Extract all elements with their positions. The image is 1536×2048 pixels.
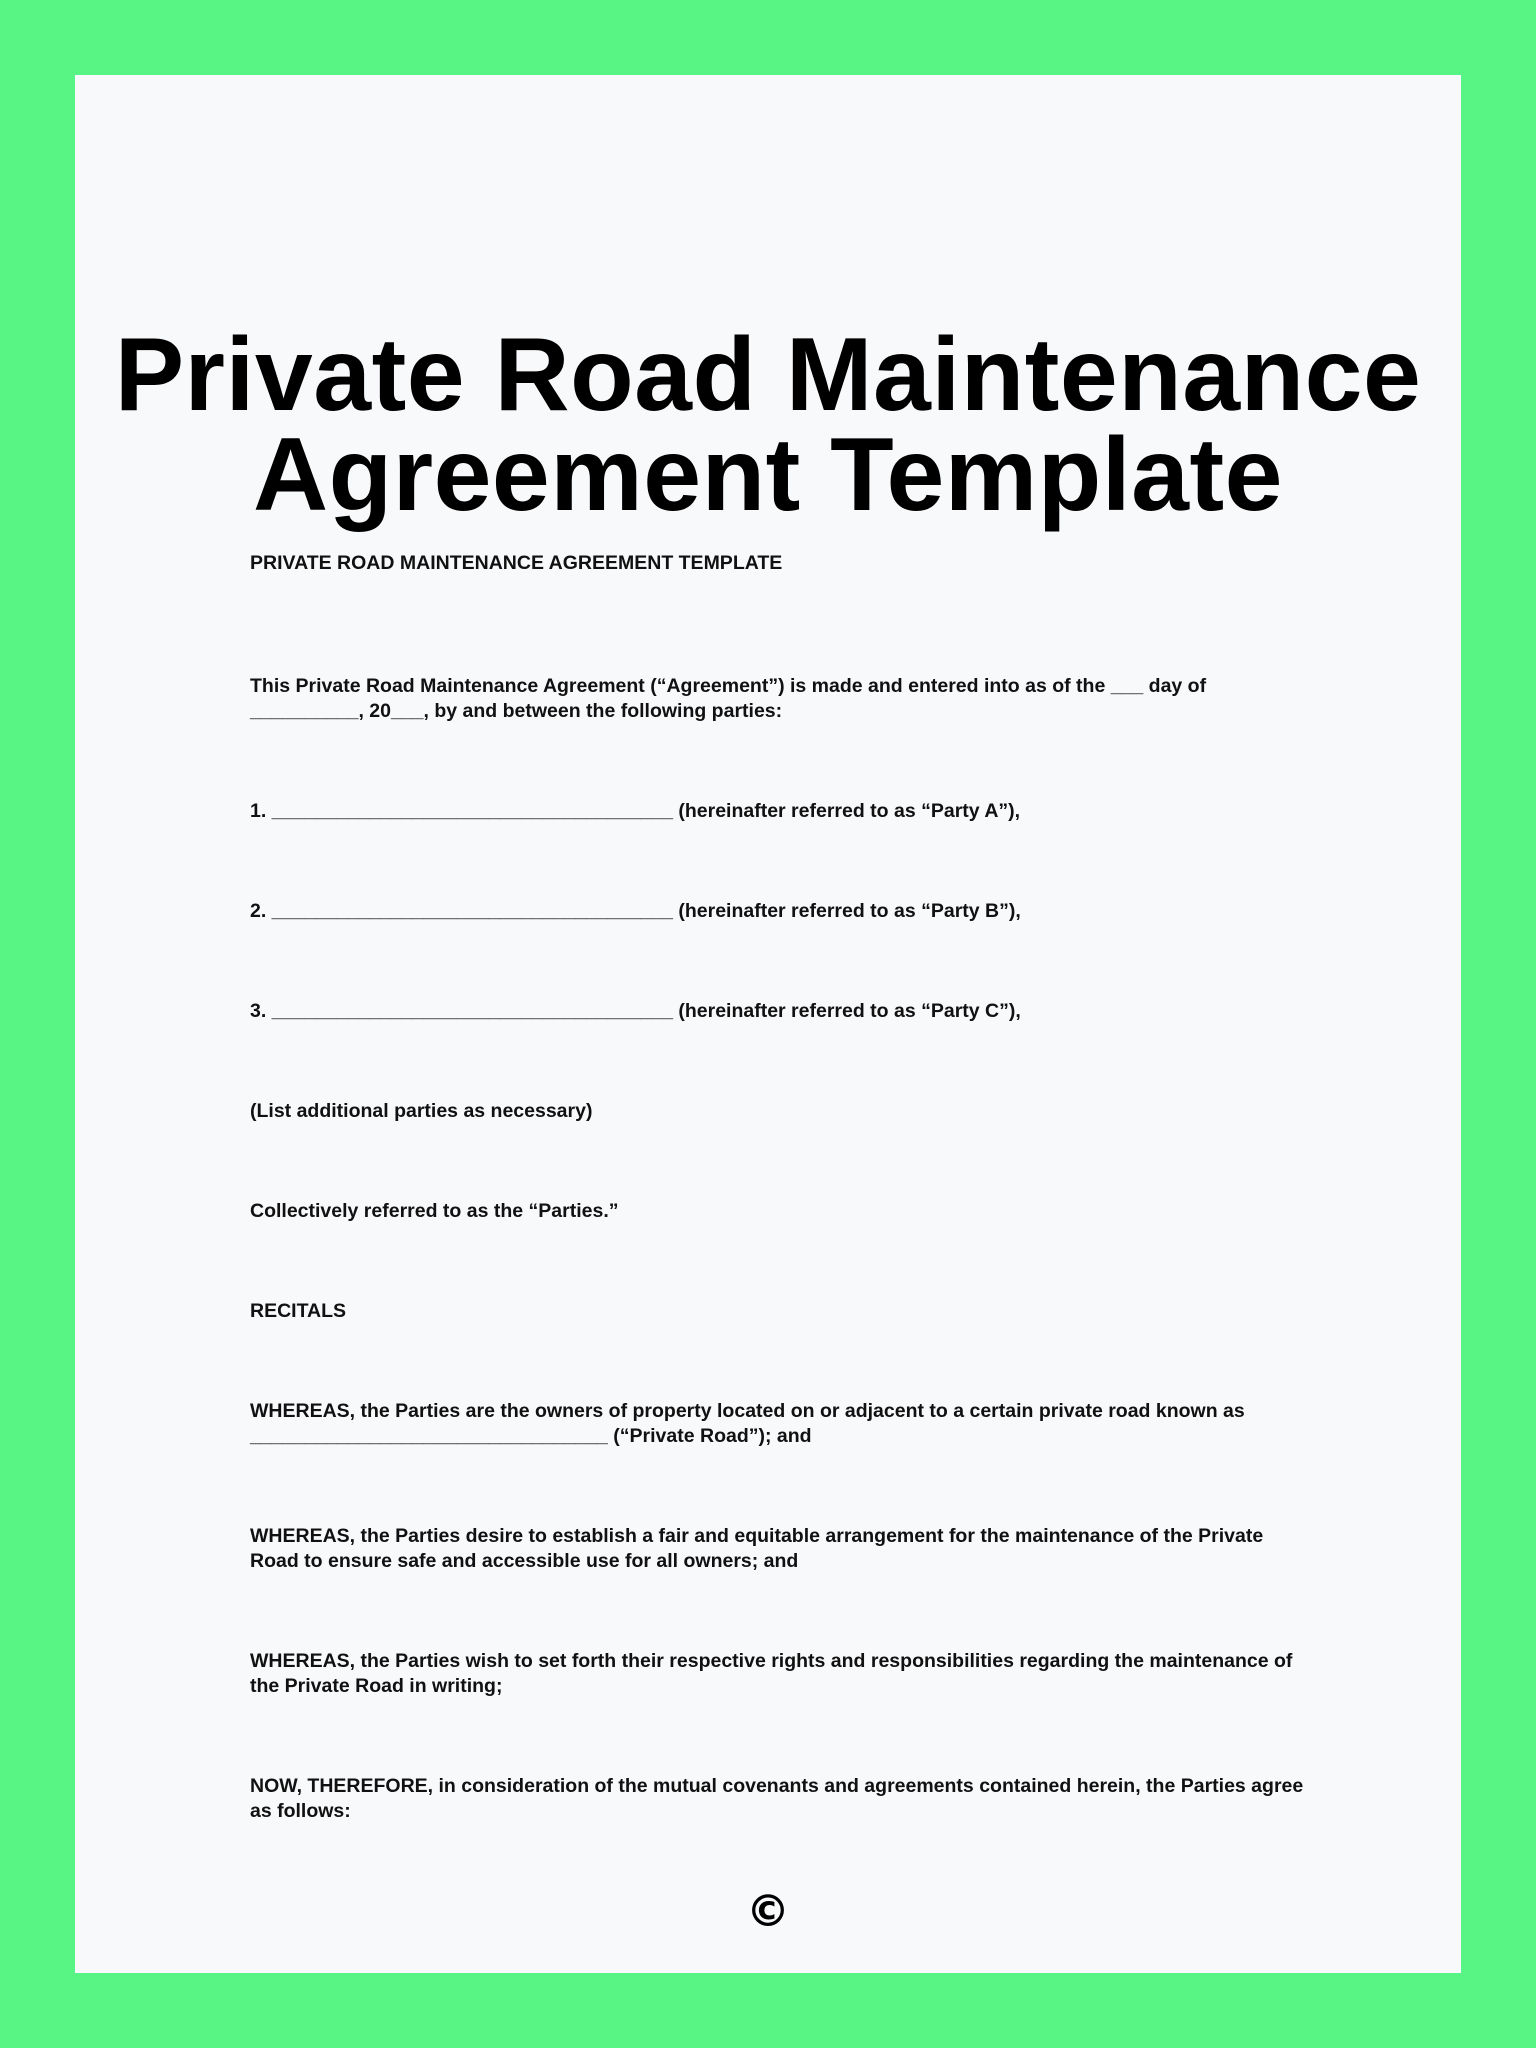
now-therefore-clause: NOW, THEREFORE, in consideration of the mutual covenants and agreements contained herein, the Parties agree as follows:	[250, 1775, 1309, 1822]
recitals-heading: RECITALS	[250, 1300, 347, 1322]
party-b-line: 2. _____________________________________ (hereinafter referred to as “Party B”),	[250, 900, 1021, 922]
whereas-clause-2: WHEREAS, the Parties desire to establish a fair and equitable arrangement for the maintenance of the Private Road to ensure safe and accessible use for all owners; and	[250, 1525, 1269, 1572]
agreement-heading: PRIVATE ROAD MAINTENANCE AGREEMENT TEMPLATE	[250, 552, 783, 574]
intro-paragraph: This Private Road Maintenance Agreement (“Agreement”) is made and entered into as of the ___ day of __________, 20___, by and between the following parties:	[250, 675, 1212, 722]
document-page	[75, 75, 1461, 1973]
whereas-clause-3: WHEREAS, the Parties wish to set forth their respective rights and responsibilities regarding the maintenance of the Private Road in writing;	[250, 1650, 1298, 1697]
party-c-line: 3. _____________________________________ (hereinafter referred to as “Party C”),	[250, 1000, 1021, 1022]
whereas-clause-1: WHEREAS, the Parties are the owners of property located on or adjacent to a certain private road known as _________________________________ (“Private Road”); and	[250, 1400, 1251, 1447]
document-title: Private Road Maintenance Agreement Template	[114, 317, 1422, 533]
additional-parties-note: (List additional parties as necessary)	[250, 1100, 593, 1122]
party-a-line: 1. _____________________________________ (hereinafter referred to as “Party A”),	[250, 800, 1021, 822]
collective-reference: Collectively referred to as the “Parties.”	[250, 1200, 619, 1222]
copyright-icon: ©	[746, 1886, 790, 1937]
